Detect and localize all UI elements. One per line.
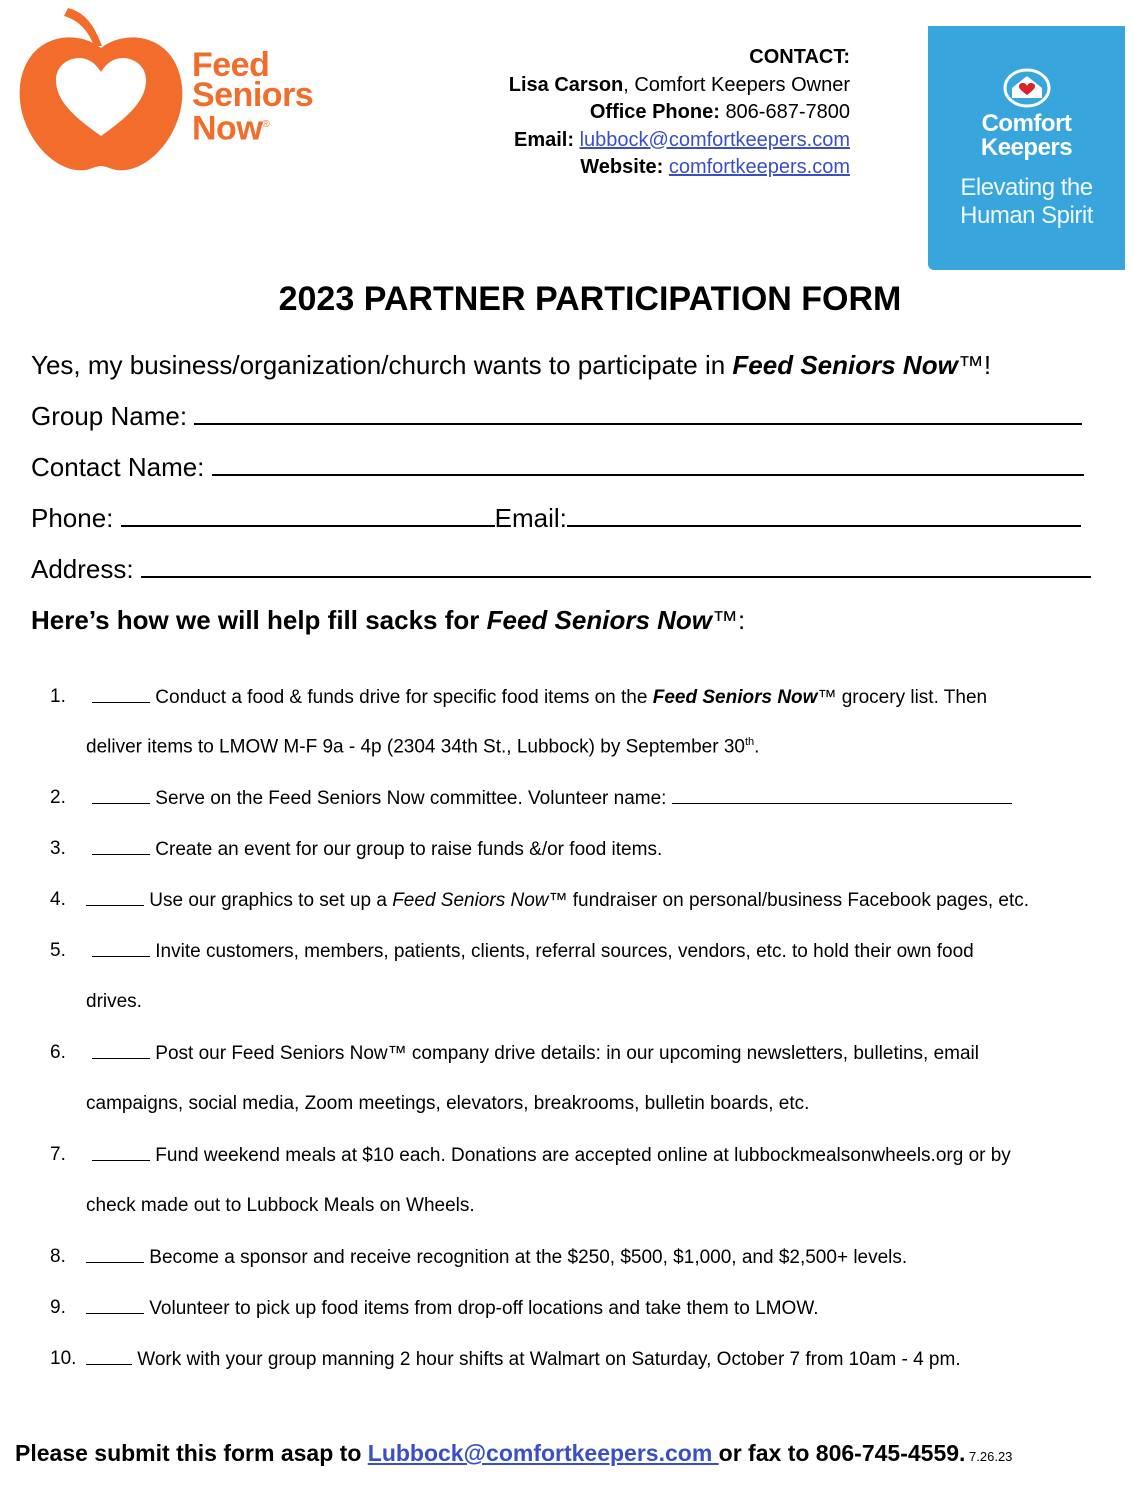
revision-date: 7.26.23 (965, 1449, 1013, 1464)
list-item-continued: drives. (86, 991, 142, 1012)
item-number: 1. (50, 686, 66, 707)
list-item: Become a sponsor and receive recognition at the $250, $500, $1,000, and $2,500+ levels. (86, 1246, 907, 1269)
list-item: Post our Feed Seniors Now™ company drive details: in our upcoming newsletters, bulletins, email (92, 1042, 979, 1065)
apple-heart-icon (16, 6, 186, 176)
checkbox-blank[interactable] (86, 1246, 144, 1263)
list-item-continued: deliver items to LMOW M-F 9a - 4p (2304 34th St., Lubbock) by September 30th. (86, 736, 760, 758)
item-number: 7. (50, 1144, 66, 1165)
logo-word-seniors: Seniors (192, 76, 314, 114)
checkbox-blank[interactable] (92, 1042, 150, 1059)
address-field[interactable]: Address: (31, 554, 1091, 585)
submission-footer: Please submit this form asap to Lubbock@comfortkeepers.com or fax to 806-745-4559. 7.26.23 (15, 1440, 1013, 1466)
list-item: Serve on the Feed Seniors Now committee. Volunteer name: (92, 787, 1012, 810)
item-number: 9. (50, 1297, 66, 1318)
list-item-continued: campaigns, social media, Zoom meetings, elevators, breakrooms, bulletin boards, etc. (86, 1093, 810, 1114)
comfort-keepers-logo (928, 26, 1125, 270)
item-number: 5. (50, 940, 66, 961)
group-name-blank[interactable] (194, 401, 1082, 425)
website-link[interactable]: comfortkeepers.com (668, 156, 850, 178)
how-we-help-heading: Here’s how we will help fill sacks for Feed Seniors Now™: (31, 605, 746, 635)
house-heart-icon (1002, 64, 1052, 108)
list-item: Create an event for our group to raise funds &/or food items. (92, 838, 662, 861)
volunteer-name-blank[interactable] (672, 787, 1012, 804)
logo-word-feed: Feed (192, 46, 270, 84)
comfort-keepers-tagline: Elevating the Human Spirit (960, 174, 1093, 229)
website-label: Website: (580, 156, 664, 178)
address-blank[interactable] (141, 554, 1091, 578)
list-item: Volunteer to pick up food items from drop-off locations and take them to LMOW. (86, 1297, 819, 1320)
list-item: Invite customers, members, patients, clients, referral sources, vendors, etc. to hold their own food (92, 940, 974, 963)
phone-blank[interactable] (121, 503, 495, 527)
item-number: 3. (50, 838, 66, 859)
item-number: 2. (50, 787, 66, 808)
checkbox-blank[interactable] (92, 686, 150, 703)
item-number: 6. (50, 1042, 66, 1063)
contact-email-link[interactable]: lubbock@comfortkeepers.com (579, 128, 850, 151)
list-item: Work with your group manning 2 hour shifts at Walmart on Saturday, October 7 from 10am - 4 pm. (86, 1348, 961, 1371)
checkbox-blank[interactable] (86, 1348, 132, 1365)
checkbox-blank[interactable] (86, 1297, 144, 1314)
contact-name-blank[interactable] (212, 452, 1084, 476)
form-title: 2023 PARTNER PARTICIPATION FORM (278, 280, 902, 318)
list-item: Conduct a food & funds drive for specific food items on the Feed Seniors Now™ grocery list. Then (92, 686, 987, 709)
checkbox-blank[interactable] (92, 787, 150, 804)
email-blank[interactable] (567, 503, 1081, 527)
email-label: Email: (513, 128, 575, 151)
item-number: 4. (50, 889, 66, 910)
phone-label: Office Phone: (589, 101, 720, 123)
list-item: Use our graphics to set up a Feed Seniors Now™ fundraiser on personal/business Facebook pages, etc. (86, 889, 1029, 912)
contact-name-field[interactable]: Contact Name: (31, 452, 1084, 483)
logo-word-now: Now® (192, 109, 270, 148)
list-item-continued: check made out to Lubbock Meals on Wheels. (86, 1195, 475, 1216)
checkbox-blank[interactable] (92, 838, 150, 855)
checkbox-blank[interactable] (86, 889, 144, 906)
contact-role: , Comfort Keepers Owner (623, 73, 850, 96)
contact-heading: CONTACT: (749, 46, 850, 68)
submit-email-link[interactable]: Lubbock@comfortkeepers.com (367, 1440, 719, 1466)
checkbox-blank[interactable] (92, 1144, 150, 1161)
intro-line: Yes, my business/organization/church wants to participate in Feed Seniors Now™! (31, 350, 992, 380)
contact-block (509, 44, 850, 182)
feed-seniors-now-logo (16, 6, 336, 176)
checkbox-blank[interactable] (92, 940, 150, 957)
list-item: Fund weekend meals at $10 each. Donations are accepted online at lubbockmealsonwheels.org or by (92, 1144, 1011, 1167)
phone-email-field[interactable]: Phone: Email: (31, 503, 1081, 534)
group-name-field[interactable]: Group Name: (31, 401, 1082, 432)
item-number: 8. (50, 1246, 66, 1267)
item-number: 10. (50, 1348, 77, 1369)
office-phone: 806-687-7800 (725, 101, 850, 123)
comfort-keepers-name: Comfort Keepers (980, 110, 1073, 161)
contact-name: Lisa Carson (508, 73, 624, 96)
